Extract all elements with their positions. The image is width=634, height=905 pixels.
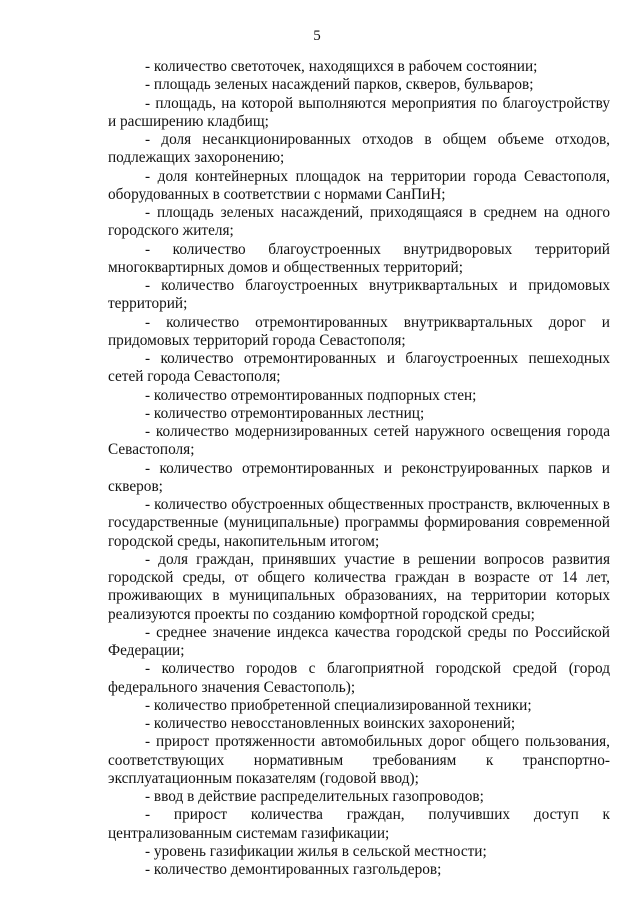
document-body [108,58,610,879]
page-number: 5 [313,28,321,44]
indicator-item: - количество отремонтированных внутриквартальных дорог и придомовых территорий города Севастополя; [108,313,610,349]
indicator-item: - количество обустроенных общественных пространств, включенных в государственные (муниципальные) программы формирования современной городской среды, накопительным итогом; [108,496,610,550]
indicator-item: - количество светоточек, находящихся в рабочем состоянии; [145,58,538,75]
indicator-item: - доля граждан, принявших участие в решении вопросов развития городской среды, от общего количества граждан в возрасте от 14 лет, проживающих в муниципальных образованиях, на территории которых реализуются проекты по созданию комфортной городской среды; [108,550,610,623]
indicator-item: - среднее значение индекса качества городской среды по Российской Федерации; [108,623,610,659]
indicator-item: - количество городов с благоприятной городской средой (город федерального значения Севастополь); [108,660,610,696]
indicator-item: - площадь, на которой выполняются мероприятия по благоустройству и расширению кладбищ; [108,94,610,130]
indicator-item: - количество благоустроенных внутриквартальных и придомовых территорий; [108,277,610,313]
indicator-item: - количество отремонтированных лестниц; [145,404,425,422]
indicator-item: - количество демонтированных газгольдеров; [145,861,442,878]
indicator-item: - ввод в действие распределительных газопроводов; [145,788,484,805]
indicator-item: - площадь зеленых насаждений, приходящаяся в среднем на одного городского жителя; [108,204,610,240]
indicator-item: - площадь зеленых насаждений парков, скверов, бульваров; [145,76,534,94]
indicator-item: - доля контейнерных площадок на территории города Севастополя, оборудованных в соответствии с нормами СанПиН; [108,167,610,203]
indicator-item: - количество отремонтированных подпорных стен; [145,386,477,404]
indicator-item: - количество приобретенной специализированной техники; [145,696,532,714]
indicator-item: - количество невосстановленных воинских захоронений; [145,715,516,732]
indicator-item: - количество отремонтированных и реконструированных парков и скверов; [108,459,610,495]
indicator-item: - доля несанкционированных отходов в общем объеме отходов, подлежащих захоронению; [108,131,610,167]
indicator-item: - количество отремонтированных и благоустроенных пешеходных сетей города Севастополя; [108,350,610,386]
indicator-item: - уровень газификации жилья в сельской местности; [145,842,487,860]
indicator-item: - прирост протяженности автомобильных дорог общего пользования, соответствующих нормативным требованиям к транспортно-эксплуатационным показателям (годовой ввод); [108,733,610,787]
indicator-item: - количество модернизированных сетей наружного освещения города Севастополя; [108,423,610,459]
indicator-item: - количество благоустроенных внутридворовых территорий многоквартирных домов и общественных территорий; [108,240,610,276]
indicator-item: - прирост количества граждан, получивших доступ к централизованным системам газификации; [108,806,610,842]
